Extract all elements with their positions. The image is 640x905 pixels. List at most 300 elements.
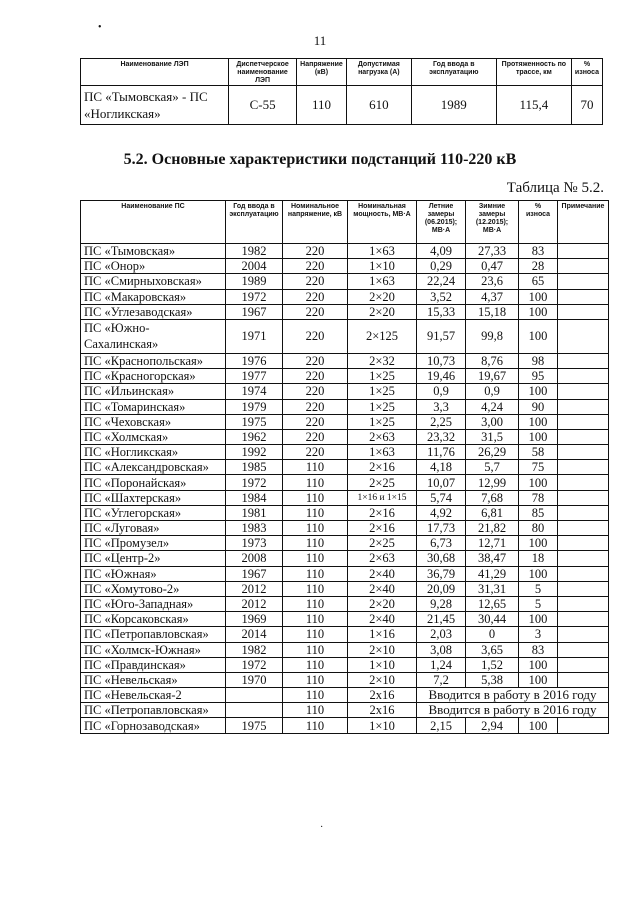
table-cell: 100 — [519, 319, 558, 353]
table-header-row — [81, 201, 609, 244]
table-cell: 80 — [519, 521, 558, 536]
table-cell: 220 — [283, 369, 348, 384]
table-cell: 1982 — [226, 642, 283, 657]
table-cell: 110 — [283, 703, 348, 718]
table-cell: 3,52 — [417, 289, 466, 304]
table-row — [81, 429, 609, 444]
table-cell: 1×63 — [348, 244, 417, 259]
table-cell: 2×16 — [348, 521, 417, 536]
substation-name-cell: ПС «Невельская» — [81, 672, 226, 687]
table-cell — [226, 703, 283, 718]
table-cell: 3 — [519, 627, 558, 642]
table-cell: 1979 — [226, 399, 283, 414]
substation-name-cell: ПС «Луговая» — [81, 521, 226, 536]
table-cell: 2,25 — [417, 414, 466, 429]
scan-mark: • — [98, 22, 102, 33]
table-cell: 1989 — [411, 86, 496, 125]
table-cell — [558, 319, 609, 353]
table-cell: 70 — [571, 86, 602, 125]
table-cell: 1989 — [226, 274, 283, 289]
table-cell: 36,79 — [417, 566, 466, 581]
table-cell: 220 — [283, 384, 348, 399]
substation-name-cell: ПС «Холмск-Южная» — [81, 642, 226, 657]
column-header: Наименование ЛЭП — [81, 59, 229, 86]
substation-name-cell: ПС «Тымовская» — [81, 244, 226, 259]
table-row — [81, 319, 609, 353]
table-cell: 2×25 — [348, 475, 417, 490]
substation-name-cell: ПС «Южная» — [81, 566, 226, 581]
table-cell: 220 — [283, 429, 348, 444]
table-cell: 27,33 — [466, 244, 519, 259]
table-cell: 1969 — [226, 612, 283, 627]
table-cell: 220 — [283, 353, 348, 368]
table-cell: 1×63 — [348, 274, 417, 289]
table-cell: 1977 — [226, 369, 283, 384]
substation-name-cell: ПС «Ильинская» — [81, 384, 226, 399]
substation-name-cell: ПС «Петропавловская» — [81, 627, 226, 642]
column-header: Диспетчерское наименование ЛЭП — [229, 59, 297, 86]
table-cell: 1972 — [226, 289, 283, 304]
table-row — [81, 414, 609, 429]
table-row — [81, 657, 609, 672]
substation-name-cell: ПС «Юго-Западная» — [81, 596, 226, 611]
table-cell: 2×63 — [348, 429, 417, 444]
table-cell: 2004 — [226, 259, 283, 274]
table-cell: 5 — [519, 596, 558, 611]
table-caption: Таблица № 5.2. — [506, 180, 604, 196]
substation-name-cell: ПС «Шахтерская» — [81, 490, 226, 505]
table-cell: 2×20 — [348, 289, 417, 304]
table-cell: 12,65 — [466, 596, 519, 611]
table-cell: 5,7 — [466, 460, 519, 475]
table-cell — [558, 642, 609, 657]
table-cell: 6,73 — [417, 536, 466, 551]
table-cell — [558, 475, 609, 490]
column-header: % износа — [571, 59, 602, 86]
column-header: Год ввода в эксплуатацию — [226, 201, 283, 244]
table-cell — [558, 244, 609, 259]
table-row — [81, 490, 609, 505]
table-row — [81, 688, 609, 703]
table-cell: 2,94 — [466, 718, 519, 733]
table-cell: 100 — [519, 612, 558, 627]
table-cell: 220 — [283, 259, 348, 274]
table-cell — [558, 551, 609, 566]
table-cell: 31,31 — [466, 581, 519, 596]
table-cell: 2×16 — [348, 505, 417, 520]
table-row — [81, 445, 609, 460]
column-header: % износа — [519, 201, 558, 244]
substation-name-cell: ПС «Макаровская» — [81, 289, 226, 304]
table-row — [81, 642, 609, 657]
table-cell — [558, 612, 609, 627]
table-cell: 1×10 — [348, 657, 417, 672]
table-cell: 6,81 — [466, 505, 519, 520]
table-cell: 99,8 — [466, 319, 519, 353]
table-row — [81, 289, 609, 304]
table-cell — [558, 657, 609, 672]
table-cell: 21,45 — [417, 612, 466, 627]
table-cell — [558, 505, 609, 520]
table-row — [81, 551, 609, 566]
table-cell — [558, 289, 609, 304]
table-cell: 4,37 — [466, 289, 519, 304]
table-row — [81, 505, 609, 520]
column-header: Протяженность по трассе, км — [496, 59, 571, 86]
table-cell: 1985 — [226, 460, 283, 475]
table-cell: 110 — [283, 490, 348, 505]
table-cell: 1×25 — [348, 414, 417, 429]
table-row — [81, 703, 609, 718]
substation-name-cell: ПС «Онор» — [81, 259, 226, 274]
table-cell: 610 — [346, 86, 411, 125]
table-cell: 1×16 и 1×15 — [348, 490, 417, 505]
table-row — [81, 304, 609, 319]
table-cell: 100 — [519, 475, 558, 490]
table-cell: 8,76 — [466, 353, 519, 368]
table-cell: 12,71 — [466, 536, 519, 551]
table-cell — [558, 384, 609, 399]
table-cell: 3,65 — [466, 642, 519, 657]
table-cell: 100 — [519, 289, 558, 304]
table-cell: 1×25 — [348, 399, 417, 414]
table-cell: 1992 — [226, 445, 283, 460]
table-row — [81, 353, 609, 368]
table-cell: 0,9 — [417, 384, 466, 399]
table-cell: 100 — [519, 718, 558, 733]
table-cell: 3,08 — [417, 642, 466, 657]
table-cell: 85 — [519, 505, 558, 520]
substation-name-cell: ПС «Горнозаводская» — [81, 718, 226, 733]
table-cell: 110 — [283, 581, 348, 596]
table-row — [81, 475, 609, 490]
table-cell: 220 — [283, 244, 348, 259]
table-cell: 5,74 — [417, 490, 466, 505]
table-cell: 220 — [283, 414, 348, 429]
table-cell: 4,92 — [417, 505, 466, 520]
table-cell: 1984 — [226, 490, 283, 505]
table-cell: 115,4 — [496, 86, 571, 125]
power-line-table — [80, 58, 603, 125]
table-row — [81, 369, 609, 384]
table-cell: 23,32 — [417, 429, 466, 444]
table-cell: 220 — [283, 399, 348, 414]
table-cell: 78 — [519, 490, 558, 505]
table-cell: 9,28 — [417, 596, 466, 611]
table-cell: 1×25 — [348, 369, 417, 384]
table-cell — [558, 566, 609, 581]
table-cell: 4,09 — [417, 244, 466, 259]
table-row — [81, 596, 609, 611]
table-row — [81, 86, 603, 125]
table-cell — [558, 304, 609, 319]
substation-name-cell: ПС «Правдинская» — [81, 657, 226, 672]
table-cell: 26,29 — [466, 445, 519, 460]
table-cell: 17,73 — [417, 521, 466, 536]
table-cell: 15,18 — [466, 304, 519, 319]
table-cell: 2×125 — [348, 319, 417, 353]
table-cell: 110 — [283, 505, 348, 520]
table-cell: 2×10 — [348, 672, 417, 687]
table-cell: 4,24 — [466, 399, 519, 414]
substation-name-cell: ПС «Невельская-2 — [81, 688, 226, 703]
table-row — [81, 460, 609, 475]
table-cell: 110 — [283, 657, 348, 672]
table-cell: 12,99 — [466, 475, 519, 490]
table-cell: 19,46 — [417, 369, 466, 384]
table-row — [81, 521, 609, 536]
table-row — [81, 612, 609, 627]
table-cell — [558, 627, 609, 642]
table-cell: 2014 — [226, 627, 283, 642]
substation-name-cell: ПС «Чеховская» — [81, 414, 226, 429]
column-header: Допустимая нагрузка (А) — [346, 59, 411, 86]
table-cell: 2×10 — [348, 642, 417, 657]
table-cell: 1972 — [226, 475, 283, 490]
scan-mark: · — [320, 822, 324, 833]
table-cell: 0,9 — [466, 384, 519, 399]
substation-name-cell: ПС «Хомутово-2» — [81, 581, 226, 596]
column-header: Летние замеры (06.2015); МВ·А — [417, 201, 466, 244]
table-cell: 1981 — [226, 505, 283, 520]
table-cell: 1972 — [226, 657, 283, 672]
table-cell: 1×16 — [348, 627, 417, 642]
table-cell: 1,52 — [466, 657, 519, 672]
substation-name-cell: ПС «Углегорская» — [81, 505, 226, 520]
table-cell: 20,09 — [417, 581, 466, 596]
substation-name-cell: ПС «Краснопольская» — [81, 353, 226, 368]
table-cell: 1974 — [226, 384, 283, 399]
table-cell: 41,29 — [466, 566, 519, 581]
table-cell: 1973 — [226, 536, 283, 551]
table-cell: 1,24 — [417, 657, 466, 672]
table-cell: 220 — [283, 289, 348, 304]
table-cell: 2008 — [226, 551, 283, 566]
substation-name-cell: ПС «Петропавловская» — [81, 703, 226, 718]
column-header: Год ввода в эксплуатацию — [411, 59, 496, 86]
table-cell — [558, 596, 609, 611]
table-cell — [558, 460, 609, 475]
table-cell — [558, 399, 609, 414]
table-cell — [558, 672, 609, 687]
table-row — [81, 399, 609, 414]
table-cell — [558, 414, 609, 429]
table-cell — [558, 445, 609, 460]
table-cell: 110 — [296, 86, 346, 125]
column-header: Номинальное напряжение, кВ — [283, 201, 348, 244]
table-cell: 1976 — [226, 353, 283, 368]
table-cell: 110 — [283, 521, 348, 536]
table-cell — [558, 369, 609, 384]
planned-note-cell: Вводится в работу в 2016 году — [417, 703, 609, 718]
table-cell: 2×20 — [348, 596, 417, 611]
table-cell: 2,03 — [417, 627, 466, 642]
table-cell: 7,68 — [466, 490, 519, 505]
table-cell: 91,57 — [417, 319, 466, 353]
table-cell: 1975 — [226, 414, 283, 429]
table-cell: 220 — [283, 319, 348, 353]
substation-name-cell: ПС «Центр-2» — [81, 551, 226, 566]
table-cell: 110 — [283, 596, 348, 611]
table-cell: 100 — [519, 657, 558, 672]
table-cell: 2×40 — [348, 566, 417, 581]
table-cell: 10,73 — [417, 353, 466, 368]
table-header-row — [81, 59, 603, 86]
table-cell: 38,47 — [466, 551, 519, 566]
table-cell: 58 — [519, 445, 558, 460]
table-cell: 100 — [519, 672, 558, 687]
table-cell: 75 — [519, 460, 558, 475]
table-cell — [558, 581, 609, 596]
table-cell: 2×25 — [348, 536, 417, 551]
table-cell: 110 — [283, 475, 348, 490]
substation-name-cell: ПС «Углезаводская» — [81, 304, 226, 319]
table-cell — [226, 688, 283, 703]
table-cell: 110 — [283, 642, 348, 657]
table-cell — [558, 259, 609, 274]
table-cell — [558, 536, 609, 551]
table-cell: 2×32 — [348, 353, 417, 368]
table-row — [81, 581, 609, 596]
substation-name-cell: ПС «Корсаковская» — [81, 612, 226, 627]
table-cell: 2×20 — [348, 304, 417, 319]
table-row — [81, 627, 609, 642]
table-cell: 110 — [283, 627, 348, 642]
table-row — [81, 244, 609, 259]
substation-name-cell: ПС «Смирныховская» — [81, 274, 226, 289]
table-cell: 100 — [519, 414, 558, 429]
planned-note-cell: Вводится в работу в 2016 году — [417, 688, 609, 703]
table-cell — [558, 718, 609, 733]
table-cell: 30,44 — [466, 612, 519, 627]
table-cell: 7,2 — [417, 672, 466, 687]
table-cell: 0,29 — [417, 259, 466, 274]
table-cell: 65 — [519, 274, 558, 289]
table-cell: 1967 — [226, 304, 283, 319]
table-cell: 110 — [283, 566, 348, 581]
table-cell: 2012 — [226, 596, 283, 611]
table-cell: 2x16 — [348, 688, 417, 703]
table-cell: 100 — [519, 429, 558, 444]
table-cell: 28 — [519, 259, 558, 274]
table-cell: 1962 — [226, 429, 283, 444]
table-cell: 2×63 — [348, 551, 417, 566]
table-cell: 22,24 — [417, 274, 466, 289]
table-cell: 83 — [519, 642, 558, 657]
table-cell: 15,33 — [417, 304, 466, 319]
table-cell: 18 — [519, 551, 558, 566]
substation-name-cell: ПС «Южно-Сахалинская» — [81, 319, 226, 353]
table-cell: 1971 — [226, 319, 283, 353]
table-cell: 0,47 — [466, 259, 519, 274]
table-cell — [558, 521, 609, 536]
table-row — [81, 536, 609, 551]
table-row — [81, 384, 609, 399]
column-header: Напряжение (кВ) — [296, 59, 346, 86]
table-cell: 2012 — [226, 581, 283, 596]
table-cell: 23,6 — [466, 274, 519, 289]
table-cell: 220 — [283, 304, 348, 319]
column-header: Примечание — [558, 201, 609, 244]
table-cell: 2×16 — [348, 460, 417, 475]
table-cell: 30,68 — [417, 551, 466, 566]
table-cell: 0 — [466, 627, 519, 642]
table-cell: 11,76 — [417, 445, 466, 460]
table-cell: 19,67 — [466, 369, 519, 384]
table-cell: 2,15 — [417, 718, 466, 733]
substation-name-cell: ПС «Промузел» — [81, 536, 226, 551]
table-cell: 83 — [519, 244, 558, 259]
table-cell — [558, 490, 609, 505]
table-cell: 1967 — [226, 566, 283, 581]
table-cell — [558, 353, 609, 368]
section-heading: 5.2. Основные характеристики подстанций 110-220 кВ — [123, 151, 517, 168]
table-cell: 110 — [283, 460, 348, 475]
table-cell: 1970 — [226, 672, 283, 687]
table-cell: 5,38 — [466, 672, 519, 687]
table-cell: 1975 — [226, 718, 283, 733]
substation-table — [80, 200, 609, 734]
table-cell: 220 — [283, 445, 348, 460]
column-header: Номинальная мощность, МВ·А — [348, 201, 417, 244]
table-row — [81, 718, 609, 733]
table-cell: 2x16 — [348, 703, 417, 718]
table-cell: 110 — [283, 536, 348, 551]
table-cell: 100 — [519, 384, 558, 399]
table-cell: 2×40 — [348, 612, 417, 627]
table-cell: 31,5 — [466, 429, 519, 444]
table-cell: 100 — [519, 566, 558, 581]
page-number: 11 — [313, 33, 327, 48]
table-cell: 21,82 — [466, 521, 519, 536]
table-cell: 1×10 — [348, 718, 417, 733]
table-row — [81, 566, 609, 581]
table-cell: 1983 — [226, 521, 283, 536]
table-cell: 110 — [283, 688, 348, 703]
table-cell: 100 — [519, 536, 558, 551]
table-cell: 3,00 — [466, 414, 519, 429]
column-header: Зимние замеры (12.2015); МВ·А — [466, 201, 519, 244]
table-cell: 1982 — [226, 244, 283, 259]
table-cell: 2×40 — [348, 581, 417, 596]
substation-name-cell: ПС «Поронайская» — [81, 475, 226, 490]
table-row — [81, 259, 609, 274]
table-cell: 1×10 — [348, 259, 417, 274]
table-cell: 10,07 — [417, 475, 466, 490]
substation-name-cell: ПС «Холмская» — [81, 429, 226, 444]
table-cell: 95 — [519, 369, 558, 384]
table-cell: 110 — [283, 718, 348, 733]
table-row — [81, 672, 609, 687]
substation-name-cell: ПС «Ногликская» — [81, 445, 226, 460]
table-cell: 98 — [519, 353, 558, 368]
table-cell — [558, 274, 609, 289]
substation-name-cell: ПС «Александровская» — [81, 460, 226, 475]
table-cell — [558, 429, 609, 444]
table-cell: С-55 — [229, 86, 297, 125]
table-cell: 110 — [283, 672, 348, 687]
table-cell: 110 — [283, 551, 348, 566]
table-cell: 5 — [519, 581, 558, 596]
table-cell: ПС «Тымовская» - ПС «Ногликская» — [81, 86, 229, 125]
substation-name-cell: ПС «Томаринская» — [81, 399, 226, 414]
table-cell: 4,18 — [417, 460, 466, 475]
table-cell: 220 — [283, 274, 348, 289]
table-cell: 1×63 — [348, 445, 417, 460]
table-row — [81, 274, 609, 289]
table-cell: 110 — [283, 612, 348, 627]
table-cell: 100 — [519, 304, 558, 319]
